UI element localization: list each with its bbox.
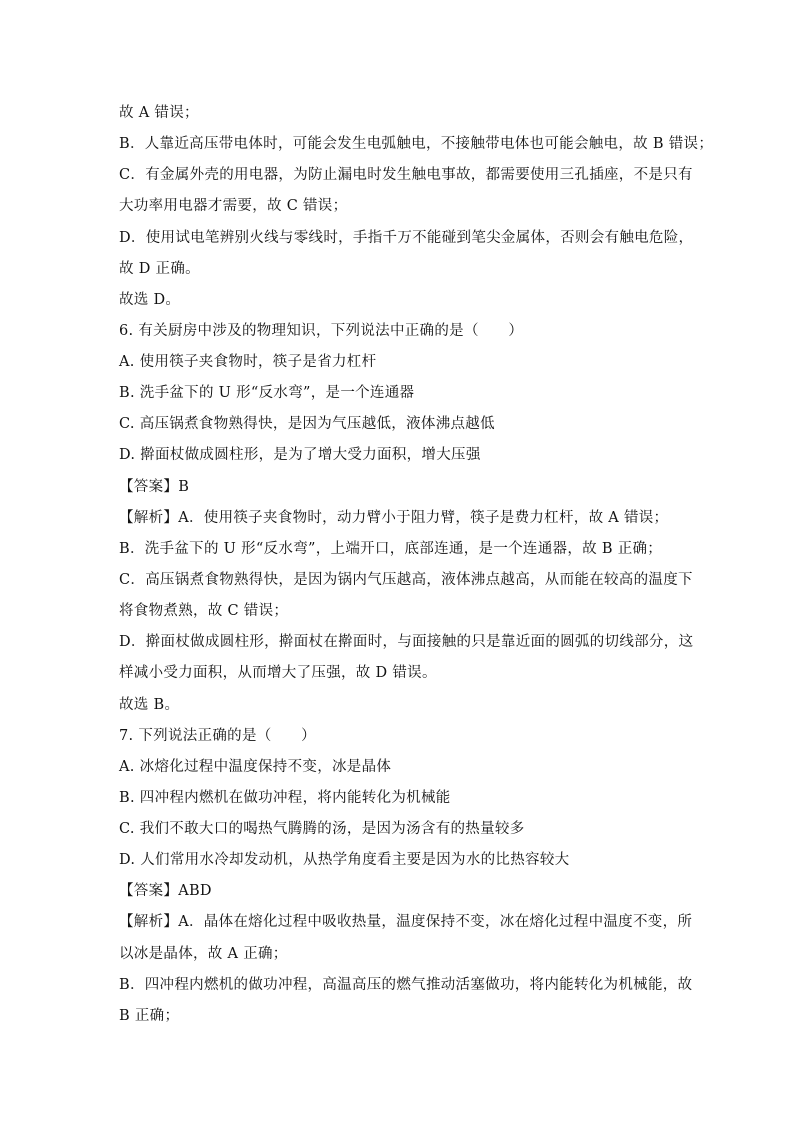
text-line: 故选 B。 [119,697,180,713]
text-line: D．擀面杖做成圆柱形，擀面杖在擀面时，与面接触的只是靠近面的圆弧的切线部分，这 [119,634,694,650]
question-7-analysis: 【解析】A．晶体在熔化过程中吸收热量，温度保持不变，冰在熔化过程中温度不变，所 [119,914,693,930]
text-line: C．有金属外壳的用电器，为防止漏电时发生触电事故，都需要使用三孔插座，不是只有 [119,167,693,183]
text-line: B．四冲程内燃机的做功冲程，高温高压的燃气推动活塞做功，将内能转化为机械能，故 [119,977,693,993]
text-line: D．使用试电笔辨别火线与零线时，手指千万不能碰到笔尖金属体，否则会有触电危险， [119,230,694,246]
text-line: 故 A 错误； [119,105,199,121]
question-7-option-d: D. 人们常用水冷却发动机，从热学角度看主要是因为水的比热容较大 [119,852,570,868]
text-line: 将食物煮熟，故 C 错误； [119,603,289,619]
text-line: C．高压锅煮食物熟得快，是因为锅内气压越高，液体沸点越高，从而能在较高的温度下 [119,572,693,588]
question-6-analysis: 【解析】A．使用筷子夹食物时，动力臂小于阻力臂，筷子是费力杠杆，故 A 错误； [119,510,669,526]
text-line: 大功率用电器才需要，故 C 错误； [119,198,348,214]
question-7-answer: 【答案】ABD [119,883,212,899]
text-line: 故 D 正确。 [119,261,200,277]
text-line: 以冰是晶体，故 A 正确； [119,946,288,962]
question-7-option-b: B. 四冲程内燃机在做功冲程，将内能转化为机械能 [119,790,451,806]
question-6-answer: 【答案】B [119,479,190,495]
question-6-option-c: C. 高压锅煮食物熟得快，是因为气压越低，液体沸点越低 [119,416,495,432]
question-6-stem: 6. 有关厨房中涉及的物理知识，下列说法中正确的是（ ） [119,323,524,339]
question-6-option-a: A. 使用筷子夹食物时，筷子是省力杠杆 [119,354,377,370]
question-7-option-a: A. 冰熔化过程中温度保持不变，冰是晶体 [119,759,392,775]
question-6-option-d: D. 擀面杖做成圆柱形，是为了增大受力面积，增大压强 [119,447,481,463]
question-7-option-c: C. 我们不敢大口的喝热气腾腾的汤，是因为汤含有的热量较多 [119,821,525,837]
text-line: B 正确； [119,1008,180,1024]
text-line: 样减小受力面积，从而增大了压强，故 D 错误。 [119,665,437,681]
question-6-option-b: B. 洗手盆下的 U 形“反水弯”，是一个连通器 [119,385,415,401]
text-line: B．人靠近高压带电体时，可能会发生电弧触电，不接触带电体也可能会触电，故 B 错误； [119,136,714,152]
text-line: B．洗手盆下的 U 形“反水弯”，上端开口，底部连通，是一个连通器，故 B 正确； [119,541,663,557]
question-7-stem: 7. 下列说法正确的是（ ） [119,728,316,744]
text-line: 故选 D。 [119,292,181,308]
